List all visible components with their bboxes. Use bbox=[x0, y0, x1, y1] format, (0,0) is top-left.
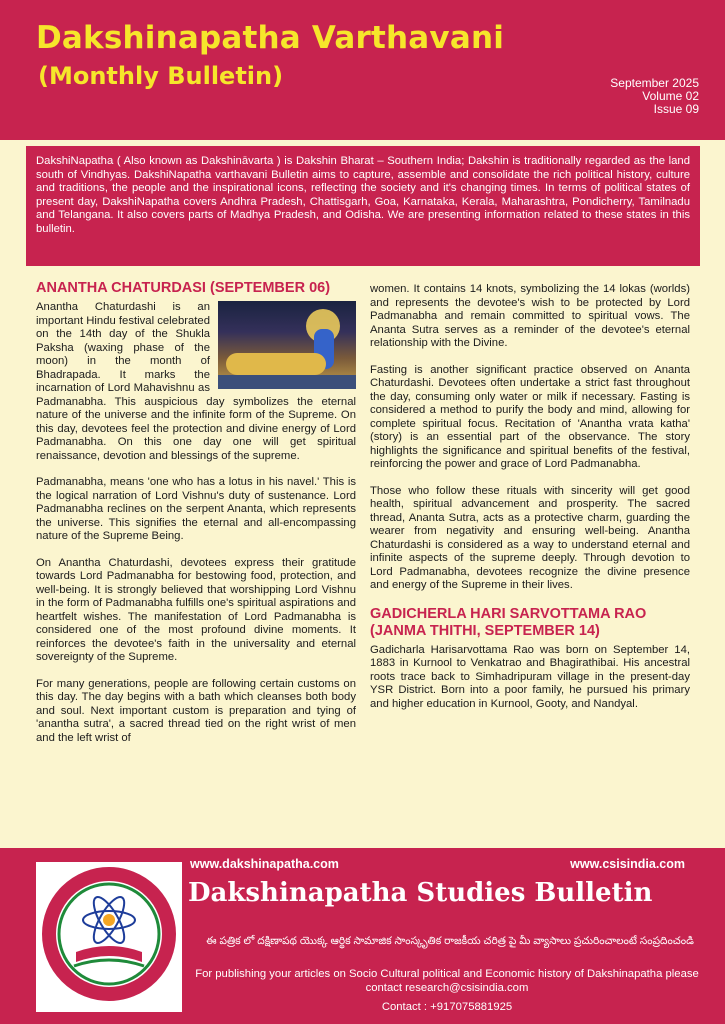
telugu-contact-line: ఈ పత్రిక లో దక్షిణాపథ యొక్క ఆర్థిక సామాజిక సాంస్కృతిక రాజకీయ చరిత్ర పై మీ వ్యాసాలు ప్రచురించాలంటే సంప్రదించండి bbox=[206, 935, 694, 947]
intro-box: DakshiNapatha ( Also known as Dakshināvarta ) is Dakshin Bharat – Southern India; Dakshin is traditionally regarded as the land south of Vindhyas. DakshiNapatha varthavani Bulletin aims to capture, assemble and consolidate the rich political history, culture and traditions, the people and the inspirational icons, reflecting the society and it's changing times. In terms of political states of present day, DakshiNapatha covers Andhra Pradesh, Chattisgarh, Goa, Karnataka, Kerala, Maharashtra, Pondicherry, Tamilnadu and Telangana. It also covers parts of Madhya Pradesh, and Odisha. We are presenting information related to these states in this bulletin. bbox=[26, 146, 700, 266]
publish-contact-line: For publishing your articles on Socio Cultural political and Economic history of Dakshinapatha please contact research@csisindia.com bbox=[195, 968, 699, 994]
bulletin-subtitle: (Monthly Bulletin) bbox=[38, 62, 284, 90]
website-link-dakshinapatha[interactable]: www.dakshinapatha.com bbox=[190, 857, 339, 871]
masthead bbox=[0, 0, 725, 140]
csis-logo bbox=[36, 862, 182, 1012]
article-paragraph: For many generations, people are following certain customs on this day. The day begins with a bath which cleanses both body and soul. Next important custom is preparation and tying of 'anantha sutra', a sacred thread tied on the right wrist of men and the left wrist of bbox=[36, 677, 356, 744]
studies-bulletin-title: Dakshinapatha Studies Bulletin bbox=[188, 878, 653, 908]
article-paragraph: Gadicharla Harisarvottama Rao was born on September 14, 1883 in Kurnool to Venkatrao and Bhagirathibai. His ancestral roots trace back to Simhadripuram village in the present-day YSR District. Born into a poor family, he pursued his primary and higher education in Kurnool, Gooty, and Nandyal. bbox=[370, 643, 690, 710]
left-column bbox=[36, 280, 356, 840]
article-paragraph: On Anantha Chaturdashi, devotees express their gratitude towards Lord Padmanabha for bestowing food, protection, and well-being. It is strongly believed that worshipping Lord Vishnu in the form of Padmanabha fulfills one's spiritual aspirations and heartfelt wishes. The manifestation of Lord Padmanabha is considered one of the most profound divine moments. It reinforces the devotee's faith in the universality and eternal sovereignty of the Supreme. bbox=[36, 556, 356, 663]
article-paragraph: Padmanabha, means 'one who has a lotus in his navel.' This is the logical narration of Lord Vishnu's duty of sustenance. Lord Padmanabha reclines on the serpent Ananta, which represents the universe. This signifies the eternal and all-encompassing nature of the Supreme Being. bbox=[36, 476, 356, 542]
article-paragraph: women. It contains 14 knots, symbolizing the 14 lokas (worlds) and represents the devotee's wish to be protected by Lord Padmanabha and remain committed to spiritual vows. The Ananta Sutra serves as a reminder of the devotee's eternal relationship with the Divine. bbox=[370, 283, 690, 349]
contact-phone: Contact : +917075881925 bbox=[381, 1001, 513, 1013]
footer bbox=[0, 848, 725, 1024]
article-heading-anantha: ANANTHA CHATURDASI (SEPTEMBER 06) bbox=[36, 280, 331, 296]
bulletin-title: Dakshinapatha Varthavani bbox=[36, 20, 505, 56]
issue-date: September 2025 bbox=[610, 76, 699, 90]
article-paragraph: Fasting is another significant practice observed on Ananta Chaturdashi. Devotees often undertake a strict fast throughout the day, consuming only water or milk if necessary. Fasting is considered a method to purify the body and mind, allowing for complete spiritual focus. Recitation of 'Anantha vrata katha' (story) is an essential part of the observance. The story highlights the significance and spiritual benefits of the festival, reinforcing the power and grace of Lord Padmanabha. bbox=[370, 363, 690, 470]
website-link-csis[interactable]: www.csisindia.com bbox=[570, 857, 685, 871]
article-paragraph: Those who follow these rituals with sincerity will get good health, spiritual advancement and prosperity. The sacred thread, Ananta Sutra, acts as a protective charm, guarding the wearer from negativity and ensuring well-being. Anantha Chaturdashi is considered as a way to understand eternal and infinite aspects of the supreme deeply. Through devotion to Lord Padmanabha, devotees recognize the divine presence and energy of the Supreme in their lives. bbox=[370, 484, 690, 591]
article-heading-gadicherla: GADICHERLA HARI SARVOTTAMA RAO (JANMA THITHI, SEPTEMBER 14) bbox=[370, 605, 647, 639]
issue-number: Issue 09 bbox=[653, 102, 699, 116]
issue-volume: Volume 02 bbox=[642, 89, 699, 103]
right-column bbox=[370, 283, 690, 843]
article-paragraph: Anantha Chaturdashi is an important Hindu festival celebrated on the 14th day of the Shukla Paksha (waxing phase of the moon) in the month of Bhadrapada. It marks the incarnation of Lord Mahavishnu as Padmanabha. This auspicious day symbolizes the eternal nature of the universe and the infinite form of the Supreme. On this day, devotees feel the protection and divine energy of Lord Padmanabha. On this one day one will get spiritual renaissance, devotion and blessings of the supreme. bbox=[36, 301, 356, 462]
issue-info bbox=[610, 77, 699, 116]
padmanabha-image bbox=[218, 301, 356, 389]
